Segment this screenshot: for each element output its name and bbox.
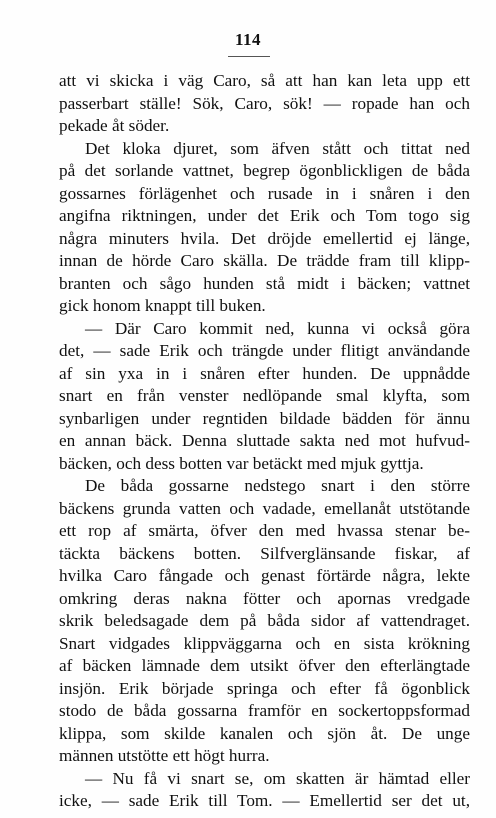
text-line: branten och sågo hunden stå midt i bäcken; vattnet bbox=[59, 273, 470, 293]
text-line: gossarnes förlägenhet och rusade in i snåren i den bbox=[59, 183, 470, 203]
page-number-rule bbox=[228, 56, 270, 57]
text-line: Snart vidgades klippväggarna och en sista krökning bbox=[59, 633, 470, 653]
text-line: Det kloka djuret, som äfven stått och tittat ned bbox=[85, 138, 470, 158]
text-line: icke, — sade Erik till Tom. — Emellertid ser det ut, bbox=[59, 791, 470, 810]
text-line: innan de hörde Caro skälla. De trädde fram till klipp- bbox=[59, 251, 470, 270]
text-line: ett rop af smärta, öfver den med hvassa stenar be- bbox=[59, 521, 470, 540]
text-line: skrik beledsagade dem på båda sidor af vattendraget. bbox=[59, 611, 470, 630]
text-line: klippa, som skilde kanalen och sjön åt. De unge bbox=[59, 723, 470, 743]
text-line: några minuters hvila. Det dröjde emellertid ej länge, bbox=[59, 228, 470, 248]
text-line: männen utstötte ett högt hurra. bbox=[59, 746, 270, 765]
text-line: på det sorlande vattnet, begrep ögonblickligen de båda bbox=[59, 161, 470, 180]
text-line: pekade åt söder. bbox=[59, 116, 170, 135]
text-line: omkring deras nakna fötter och apornas vredgade bbox=[59, 588, 470, 608]
text-line: passerbart ställe! Sök, Caro, sök! — ropade han och bbox=[59, 93, 470, 113]
text-line: — Nu få vi snart se, om skatten är hämtad eller bbox=[85, 768, 470, 788]
text-line: De båda gossarne nedstego snart i den större bbox=[85, 476, 470, 495]
text-line: — Där Caro kommit ned, kunna vi också göra bbox=[85, 318, 470, 338]
text-line: af bäcken lämnade dem utsikt öfver den efterlängtade bbox=[59, 656, 470, 675]
text-line: hvilka Caro fångade och genast förtärde några, lekte bbox=[59, 566, 470, 585]
text-line: af sin yxa in i snåren efter hunden. De uppnådde bbox=[59, 363, 470, 383]
text-line: att vi skicka i väg Caro, så att han kan leta upp ett bbox=[59, 71, 470, 90]
text-line: insjön. Erik började springa och efter få ögonblick bbox=[59, 678, 470, 698]
text-line: bäcken, och dess botten var betäckt med mjuk gyttja. bbox=[59, 453, 424, 473]
page-number: 114 bbox=[234, 30, 262, 49]
text-line: täckta bäckens botten. Silfverglänsande fiskar, af bbox=[59, 543, 470, 563]
text-line: angifna riktningen, under det Erik och Tom togo sig bbox=[59, 206, 470, 225]
body-text bbox=[59, 70, 470, 813]
text-line: gick honom knappt till buken. bbox=[59, 296, 266, 315]
text-line: en annan bäck. Denna sluttade sakta ned mot hufvud- bbox=[59, 431, 470, 450]
text-line: stodo de båda gossarna framför en sockertoppsformad bbox=[59, 701, 470, 720]
text-line: bäckens grunda vatten och vadade, emellanåt utstötande bbox=[59, 498, 470, 518]
text-line: snart en från venster nedlöpande smal klyfta, som bbox=[59, 386, 470, 405]
text-line: det, — sade Erik och trängde under flitigt användande bbox=[59, 341, 470, 360]
text-line: synbarligen under regntiden bildade bädden för ännu bbox=[59, 408, 470, 428]
